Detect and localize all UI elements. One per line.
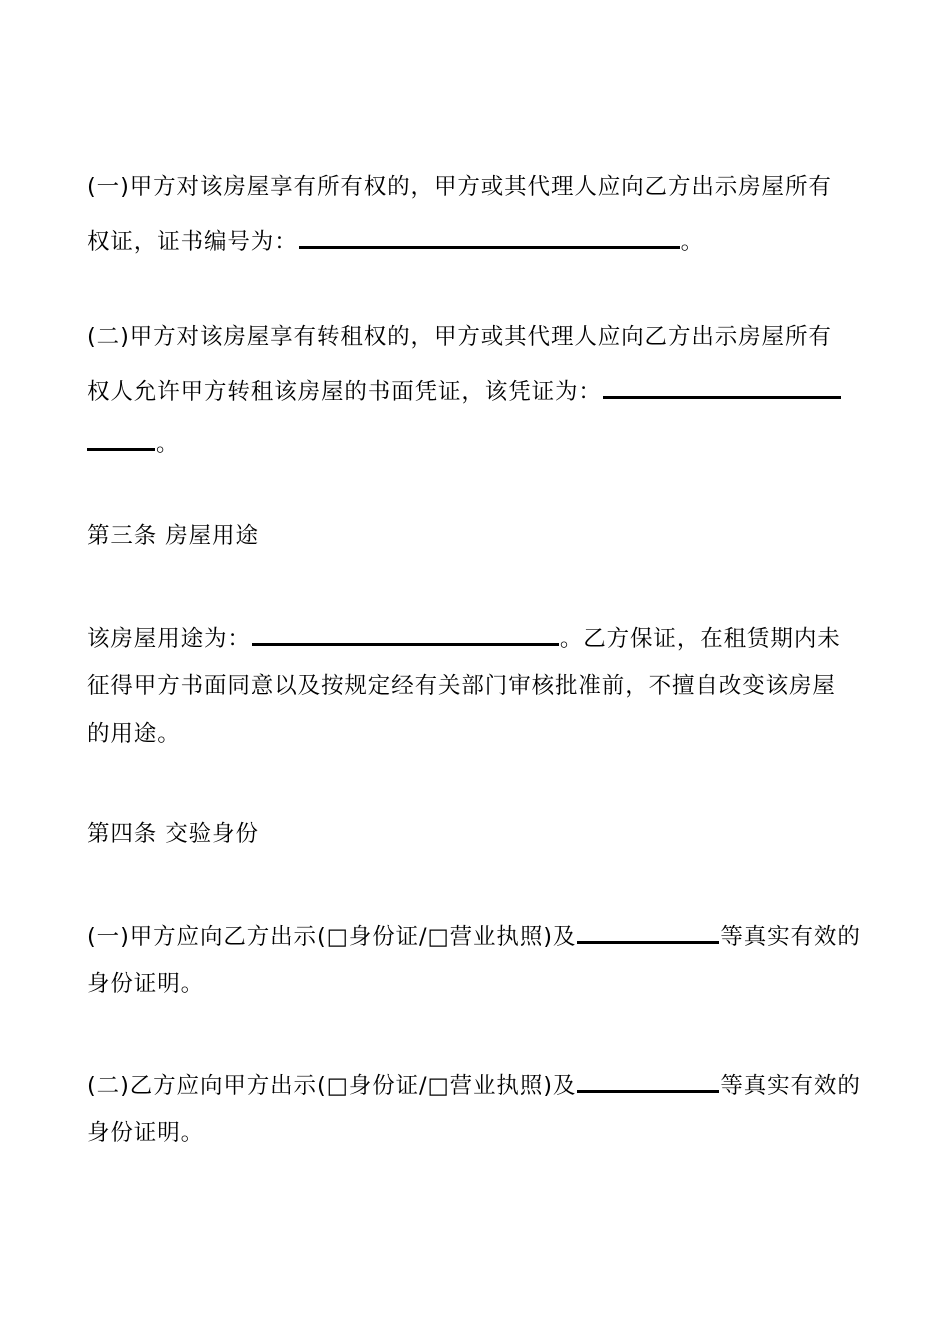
usage-blank bbox=[252, 621, 559, 646]
identity-item-text: (二)乙方应向甲方出示(□身份证/□营业执照)及 bbox=[87, 1073, 577, 1099]
sublease-voucher-label: 权人允许甲方转租该房屋的书面凭证，该凭证为： bbox=[87, 379, 602, 405]
clause-4-heading bbox=[87, 819, 867, 849]
identity-item-text: 身份证明。 bbox=[87, 971, 205, 997]
sublease-item-line-3 bbox=[87, 426, 867, 459]
sublease-item-text: (二)甲方对该房屋享有转租权的，甲方或其代理人应向乙方出示房屋所有 bbox=[87, 324, 832, 350]
identity-item-1-line-2 bbox=[87, 969, 867, 999]
identity-document-blank bbox=[577, 919, 719, 944]
ownership-item-line-2 bbox=[87, 224, 867, 257]
identity-document-blank bbox=[577, 1068, 719, 1093]
identity-item-1-line-1 bbox=[87, 919, 867, 952]
usage-guarantee-text: 。乙方保证，在租赁期内未 bbox=[559, 626, 841, 652]
sublease-item-line-2 bbox=[87, 374, 867, 407]
certificate-number-blank bbox=[299, 224, 680, 249]
clause-heading-text: 第四条 交验身份 bbox=[87, 821, 259, 847]
identity-item-text: 等真实有效的 bbox=[720, 1073, 861, 1099]
usage-para-text: 的用途。 bbox=[87, 721, 181, 747]
ownership-item-line-1 bbox=[87, 172, 867, 202]
sublease-voucher-blank bbox=[603, 374, 841, 399]
identity-item-text: 等真实有效的 bbox=[720, 924, 861, 950]
clause-3-heading bbox=[87, 521, 867, 551]
ownership-item-text: (一)甲方对该房屋享有所有权的，甲方或其代理人应向乙方出示房屋所有 bbox=[87, 174, 832, 200]
sublease-voucher-blank-continued bbox=[87, 426, 155, 451]
usage-para-text: 征得甲方书面同意以及按规定经有关部门审核批准前，不擅自改变该房屋 bbox=[87, 673, 836, 699]
clause-heading-text: 第三条 房屋用途 bbox=[87, 523, 259, 549]
usage-label: 该房屋用途为： bbox=[87, 626, 251, 652]
period-mark: 。 bbox=[680, 229, 705, 255]
usage-para-line-1 bbox=[87, 621, 867, 654]
usage-para-line-2 bbox=[87, 671, 867, 701]
identity-item-2-line-2 bbox=[87, 1118, 867, 1148]
usage-para-line-3 bbox=[87, 719, 867, 749]
certificate-number-label: 权证，证书编号为： bbox=[87, 229, 298, 255]
identity-item-text: 身份证明。 bbox=[87, 1120, 205, 1146]
identity-item-2-line-1 bbox=[87, 1068, 867, 1101]
identity-item-text: (一)甲方应向乙方出示(□身份证/□营业执照)及 bbox=[87, 924, 577, 950]
sublease-item-line-1 bbox=[87, 322, 867, 352]
period-mark: 。 bbox=[156, 431, 180, 457]
